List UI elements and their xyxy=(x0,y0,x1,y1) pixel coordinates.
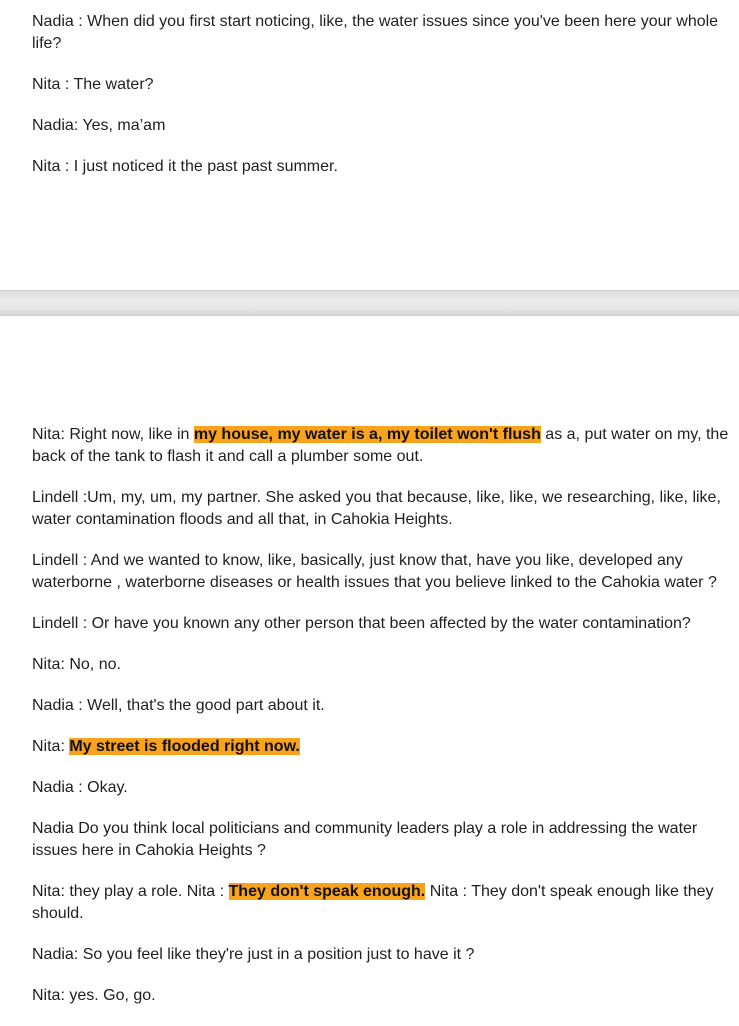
highlighted-text: They don't speak enough. xyxy=(228,883,426,900)
transcript-line xyxy=(32,818,739,862)
transcript-text: Nadia : Well, that's the good part about it. xyxy=(32,697,325,714)
page-1-transcript xyxy=(32,11,739,197)
transcript-text: Nadia : When did you first start noticing, like, the water issues since you've been here your whole life? xyxy=(32,13,719,52)
highlighted-text: My street is flooded right now. xyxy=(69,738,300,755)
document-page-2 xyxy=(0,316,739,1024)
highlighted-text: my house, my water is a, my toilet won't flush xyxy=(193,426,541,443)
page-2-transcript xyxy=(32,424,739,1026)
transcript-text: Nadia: Yes, ma’am xyxy=(32,117,166,134)
transcript-text: Nadia Do you think local politicians and community leaders play a role in addressing the water issues here in Cahokia Heights ? xyxy=(32,820,698,859)
transcript-line xyxy=(32,777,739,799)
transcript-line xyxy=(32,985,739,1007)
transcript-line xyxy=(32,11,739,55)
transcript-line xyxy=(32,654,739,676)
transcript-text: Nita: they play a role. Nita : xyxy=(32,883,229,900)
document-page-1 xyxy=(0,0,739,290)
transcript-text: Nita : The water? xyxy=(32,76,154,93)
transcript-text: Nita: No, no. xyxy=(32,656,121,673)
transcript-text: Lindell : Or have you known any other person that been affected by the water contamination? xyxy=(32,615,691,632)
transcript-line xyxy=(32,487,739,531)
transcript-line xyxy=(32,156,739,178)
transcript-line xyxy=(32,74,739,96)
transcript-text: Nita: yes. Go, go. xyxy=(32,987,156,1004)
transcript-line xyxy=(32,695,739,717)
transcript-line xyxy=(32,736,739,758)
transcript-text: as a, put water on my, the back of the tank to flash it and call a plumber some out. xyxy=(32,426,729,465)
transcript-text: Nadia: So you feel like they're just in a position just to have it ? xyxy=(32,946,475,963)
transcript-line xyxy=(32,550,739,594)
transcript-line xyxy=(32,881,739,925)
transcript-text: Nadia : Okay. xyxy=(32,779,128,796)
transcript-text: Nita: xyxy=(32,738,70,755)
transcript-line xyxy=(32,115,739,137)
transcript-line xyxy=(32,424,739,468)
transcript-line xyxy=(32,613,739,635)
transcript-line xyxy=(32,944,739,966)
transcript-text: Lindell : And we wanted to know, like, basically, just know that, have you like, developed any waterborne , waterborne diseases or health issues that you believe linked to the Cahokia water ? xyxy=(32,552,717,591)
transcript-text: Nita : They don't speak enough like they should. xyxy=(32,883,714,922)
transcript-text: Nita: Right now, like in xyxy=(32,426,194,443)
page-break xyxy=(0,290,739,316)
transcript-text: Nita : I just noticed it the past past summer. xyxy=(32,158,338,175)
transcript-text: Lindell :Um, my, um, my partner. She asked you that because, like, like, we researching, like, like, water contamination floods and all that, in Cahokia Heights. xyxy=(32,489,721,528)
